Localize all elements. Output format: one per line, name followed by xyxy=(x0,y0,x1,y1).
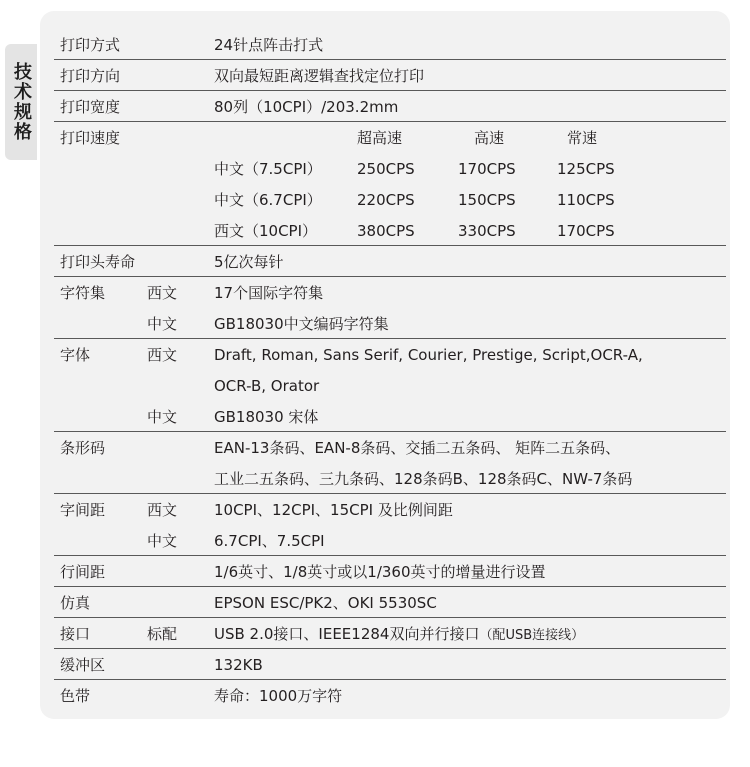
spec-sublabel: 中文 xyxy=(147,315,178,333)
spec-sublabel: 西文 xyxy=(147,346,178,364)
spec-value: 132KB xyxy=(214,656,263,674)
spec-label: 字符集 xyxy=(60,284,106,302)
spec-value: 1/6英寸、1/8英寸或以1/360英寸的增量进行设置 xyxy=(214,563,546,581)
divider xyxy=(54,555,726,556)
divider xyxy=(54,679,726,680)
spec-label: 条形码 xyxy=(60,439,106,457)
divider xyxy=(54,338,726,339)
spec-value: 双向最短距离逻辑查找定位打印 xyxy=(214,67,425,85)
divider xyxy=(54,493,726,494)
speed-header: 高速 xyxy=(474,129,505,147)
divider xyxy=(54,648,726,649)
spec-sublabel: 西文 xyxy=(147,284,178,302)
speed-value: 125CPS xyxy=(557,160,615,178)
spec-value: 24针点阵击打式 xyxy=(214,36,324,54)
divider xyxy=(54,90,726,91)
divider xyxy=(54,276,726,277)
divider xyxy=(54,431,726,432)
divider xyxy=(54,245,726,246)
spec-sublabel: 中文 xyxy=(147,408,178,426)
spec-label: 接口 xyxy=(60,625,91,643)
spec-value: Draft, Roman, Sans Serif, Courier, Prestige, Script,OCR-A, xyxy=(214,346,643,364)
spec-sublabel: 西文 xyxy=(147,501,178,519)
speed-value: 380CPS xyxy=(357,222,415,240)
speed-value: 220CPS xyxy=(357,191,415,209)
spec-label: 打印宽度 xyxy=(60,98,121,116)
interface-note: （配USB连接线） xyxy=(479,628,585,643)
divider xyxy=(54,586,726,587)
side-tab-label: 技术规格 xyxy=(11,62,32,142)
speed-header: 常速 xyxy=(567,129,598,147)
spec-value: 6.7CPI、7.5CPI xyxy=(214,532,325,550)
spec-label: 字间距 xyxy=(60,501,106,519)
spec-value: OCR-B, Orator xyxy=(214,377,320,395)
spec-value: 17个国际字符集 xyxy=(214,284,324,302)
speed-mode: 中文（7.5CPI） xyxy=(214,160,322,178)
spec-label: 行间距 xyxy=(60,563,106,581)
spec-value: 10CPI、12CPI、15CPI 及比例间距 xyxy=(214,501,453,519)
side-tab xyxy=(5,44,37,160)
spec-value: GB18030中文编码字符集 xyxy=(214,315,389,333)
spec-value: GB18030 宋体 xyxy=(214,408,319,426)
speed-mode: 中文（6.7CPI） xyxy=(214,191,322,209)
spec-label: 打印方向 xyxy=(60,67,121,85)
spec-label: 仿真 xyxy=(60,594,91,612)
spec-value xyxy=(214,624,584,646)
spec-label: 打印头寿命 xyxy=(60,253,136,271)
divider xyxy=(54,59,726,60)
spec-label: 字体 xyxy=(60,346,91,364)
spec-value: 5亿次每针 xyxy=(214,253,284,271)
spec-label: 打印速度 xyxy=(60,129,121,147)
spec-value: EAN-13条码、EAN-8条码、交插二五条码、 矩阵二五条码、 xyxy=(214,439,621,457)
speed-mode: 西文（10CPI） xyxy=(214,222,318,240)
speed-value: 150CPS xyxy=(458,191,516,209)
spec-label: 打印方式 xyxy=(60,36,121,54)
speed-header: 超高速 xyxy=(357,129,403,147)
divider xyxy=(54,617,726,618)
spec-sublabel: 中文 xyxy=(147,532,178,550)
speed-value: 170CPS xyxy=(557,222,615,240)
spec-label: 色带 xyxy=(60,687,91,705)
interface-value: USB 2.0接口、IEEE1284双向并行接口 xyxy=(214,625,480,643)
spec-value: EPSON ESC/PK2、OKI 5530SC xyxy=(214,594,437,612)
speed-value: 250CPS xyxy=(357,160,415,178)
spec-sublabel: 标配 xyxy=(147,625,178,643)
speed-value: 110CPS xyxy=(557,191,615,209)
speed-value: 330CPS xyxy=(458,222,516,240)
spec-value: 工业二五条码、三九条码、128条码B、128条码C、NW-7条码 xyxy=(214,470,633,488)
spec-value: 寿命：1000万字符 xyxy=(214,687,343,705)
divider xyxy=(54,121,726,122)
spec-value: 80列（10CPI）/203.2mm xyxy=(214,98,399,116)
spec-label: 缓冲区 xyxy=(60,656,106,674)
speed-value: 170CPS xyxy=(458,160,516,178)
